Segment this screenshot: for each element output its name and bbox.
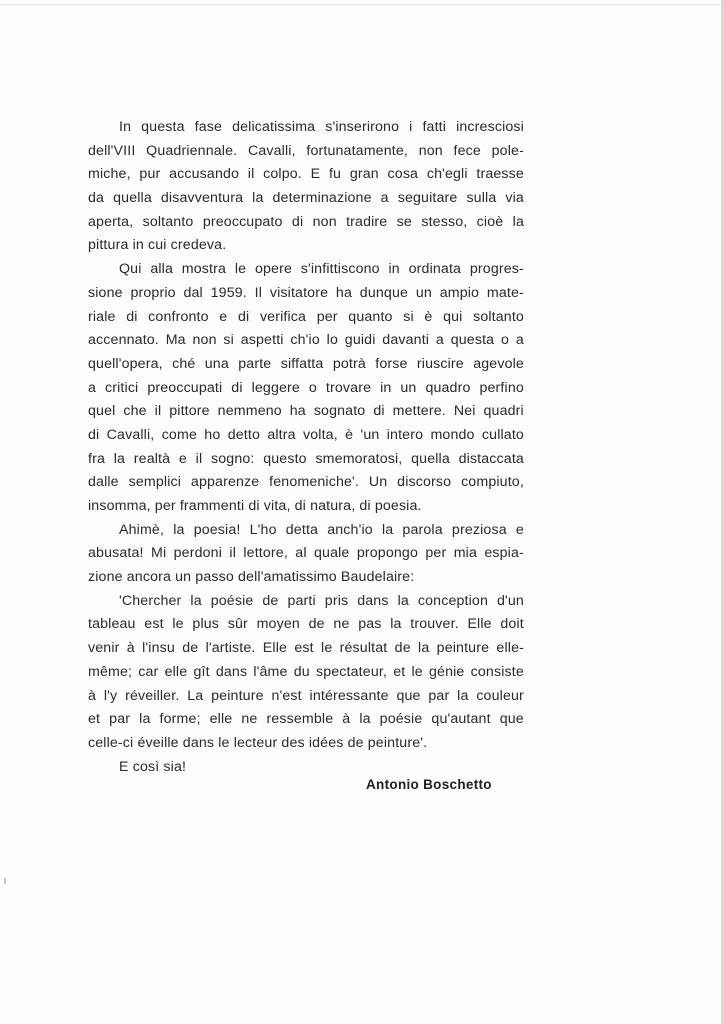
word: apparenze: [190, 474, 260, 491]
word: spectateur,: [315, 663, 388, 680]
quote-line: [88, 637, 524, 661]
word: et: [393, 663, 406, 680]
word: lo: [326, 332, 338, 349]
word: poésie: [379, 711, 423, 728]
word: plus: [192, 616, 220, 633]
word: dans: [215, 663, 248, 680]
word: a: [435, 332, 444, 349]
word: E: [310, 166, 321, 183]
word: à: [88, 687, 97, 704]
word: venir: [88, 640, 120, 657]
word: peinture: [436, 640, 490, 657]
word: discorso: [397, 474, 452, 491]
word: espia-: [484, 545, 524, 562]
word: traesse: [476, 166, 524, 183]
text-line: [88, 140, 524, 164]
word: dalle: [88, 474, 119, 491]
margin-mark: [4, 878, 6, 884]
word: cullato: [481, 426, 524, 443]
word: le: [411, 663, 423, 680]
word: consiste: [470, 663, 524, 680]
word: à: [126, 640, 135, 657]
word: ne: [333, 616, 350, 633]
word: preziosa: [451, 521, 507, 538]
word: moyen: [256, 616, 300, 633]
word: la: [512, 213, 524, 230]
word: qui: [443, 308, 463, 325]
text-line: [88, 353, 524, 377]
word: parti: [287, 592, 316, 609]
word: un: [400, 379, 417, 396]
quote-line: [88, 685, 524, 709]
word: un: [415, 284, 432, 301]
page-top-edge: [0, 0, 724, 5]
word: le: [321, 640, 333, 657]
word: la: [418, 640, 430, 657]
word: realtà: [133, 450, 171, 467]
word: davanti: [382, 332, 430, 349]
word: Quadriennale.: [146, 142, 238, 159]
word: e: [178, 450, 187, 467]
word: ressemble: [266, 711, 334, 728]
word: se: [396, 213, 412, 230]
word: poésie: [210, 592, 254, 609]
word: la: [173, 521, 185, 538]
word: perdoni: [173, 545, 223, 562]
word: par: [109, 711, 131, 728]
word: de: [394, 640, 411, 657]
word: quella: [411, 450, 450, 467]
word: l'artiste.: [205, 640, 256, 657]
word: pole-: [491, 142, 524, 159]
word: L'ho: [249, 521, 277, 538]
word: quale: [314, 545, 350, 562]
article-text: [88, 116, 524, 779]
word: e: [219, 308, 228, 325]
word: fatti: [422, 119, 447, 135]
word: forse: [375, 355, 408, 372]
author-signature: Antonio Boschetto: [366, 777, 492, 792]
word: o: [501, 332, 510, 349]
word: de: [262, 592, 279, 609]
word: colpo.: [263, 166, 302, 183]
word: altra: [267, 426, 296, 443]
word: car: [138, 663, 159, 680]
word: questa: [450, 332, 495, 349]
word: Mi: [151, 545, 167, 562]
word: dans: [357, 592, 389, 609]
word: mostra: [181, 261, 227, 278]
word: s'inserirono: [325, 119, 400, 135]
word: ch'io: [290, 332, 320, 349]
text-line: [88, 282, 524, 306]
word: questo: [263, 450, 307, 467]
word: e: [515, 521, 524, 538]
word: Cavalli,: [106, 426, 155, 443]
word: volta,: [303, 426, 338, 443]
word: quanto: [348, 308, 393, 325]
word: gît: [193, 663, 210, 680]
word: come: [161, 426, 197, 443]
quote-line: [88, 590, 524, 614]
word: par: [428, 687, 450, 704]
word: nemmeno: [217, 403, 282, 420]
word: disavventura: [160, 190, 244, 207]
word: accusando: [169, 166, 240, 183]
text-line: E così sia!: [119, 758, 187, 775]
word: incresciosi: [456, 119, 524, 135]
quote-line: [88, 613, 524, 637]
word: Elle: [262, 640, 288, 657]
text-line: [88, 519, 524, 543]
word: la: [457, 687, 469, 704]
word: sulla: [466, 190, 497, 207]
word: fortunatamente,: [306, 142, 408, 159]
word: quel: [88, 403, 116, 420]
word: n'est: [271, 687, 302, 704]
word: ha: [335, 284, 353, 301]
word: couleur: [476, 687, 524, 704]
word: compiuto,: [461, 474, 524, 491]
word: di: [373, 403, 385, 420]
word: In: [119, 119, 132, 135]
word: ne: [241, 711, 258, 728]
word: elle: [209, 711, 233, 728]
text-line: [88, 187, 524, 211]
word: preoccupato: [202, 213, 283, 230]
word: du: [293, 663, 310, 680]
word: trovare: [325, 379, 372, 396]
word: il: [229, 545, 236, 562]
word: ordinata: [408, 261, 462, 278]
word: è: [424, 308, 433, 325]
word: Qui: [119, 261, 142, 278]
text-line: pittura in cui credeva.: [88, 237, 227, 254]
word: Ma: [165, 332, 186, 349]
word: mia: [453, 545, 477, 562]
word: Cavalli,: [247, 142, 296, 159]
word: Nei: [453, 403, 476, 420]
word: soltanto: [473, 308, 524, 325]
word: est: [294, 640, 314, 657]
word: s'infittiscono: [300, 261, 380, 278]
text-line: [88, 377, 524, 401]
word: in: [388, 261, 400, 278]
word: de: [308, 616, 325, 633]
quote-line: celle-ci éveille dans le lecteur des idées de peinture'.: [88, 734, 428, 751]
word: même;: [88, 663, 133, 680]
word: verifica: [259, 308, 307, 325]
text-line: [88, 471, 524, 495]
word: quadri: [483, 403, 524, 420]
word: doit: [500, 616, 524, 633]
text-line: [88, 163, 524, 187]
word: mondo: [430, 426, 475, 443]
word: per: [425, 545, 447, 562]
quote-line: [88, 661, 524, 685]
word: la: [190, 592, 202, 609]
word: sione: [88, 284, 123, 301]
word: al: [295, 545, 307, 562]
word: ampio: [439, 284, 480, 301]
word: le: [234, 261, 247, 278]
word: di: [126, 308, 138, 325]
word: di: [291, 213, 304, 230]
word: via: [505, 190, 524, 207]
word: parte: [238, 355, 272, 372]
word: résultat: [339, 640, 388, 657]
word: mettere.: [392, 403, 446, 420]
word: propongo: [356, 545, 418, 562]
word: 1959.: [210, 284, 247, 301]
word: distaccata: [458, 450, 524, 467]
word: et: [88, 711, 101, 728]
word: alla: [150, 261, 173, 278]
word: la: [390, 616, 402, 633]
word: visitatore: [269, 284, 329, 301]
text-line: [88, 116, 524, 140]
word: l'âme: [253, 663, 288, 680]
word: intero: [386, 426, 424, 443]
word: detta: [285, 521, 319, 538]
word: di: [231, 379, 243, 396]
word: che: [123, 403, 147, 420]
word: elle-: [496, 640, 524, 657]
word: pas: [358, 616, 382, 633]
word: questa: [141, 119, 185, 135]
word: sognato: [313, 403, 366, 420]
word: 'un: [360, 426, 380, 443]
word: fra: [88, 450, 106, 467]
word: smemoratosi,: [315, 450, 403, 467]
word: fase: [194, 119, 223, 135]
word: o: [308, 379, 317, 396]
word: que: [396, 687, 421, 704]
word: stesso,: [421, 213, 468, 230]
word: abusata!: [88, 545, 144, 562]
word: riale: [88, 308, 116, 325]
word: non: [192, 332, 217, 349]
word: peinture: [211, 687, 264, 704]
word: tradire: [346, 213, 388, 230]
word: fece: [453, 142, 481, 159]
word: réveiller.: [125, 687, 180, 704]
word: l'y: [103, 687, 118, 704]
word: forme;: [159, 711, 201, 728]
word: la: [359, 711, 371, 728]
word: fenomeniche'.: [269, 474, 360, 491]
word: conception: [417, 592, 488, 609]
word: perfino: [479, 379, 524, 396]
word: Il: [254, 284, 263, 301]
word: le: [172, 616, 184, 633]
word: la: [381, 521, 394, 538]
word: seguitare: [397, 190, 458, 207]
word: critici: [105, 379, 139, 396]
word: i: [409, 119, 413, 135]
word: da: [88, 190, 105, 207]
word: qu'autant: [431, 711, 491, 728]
word: aspetti: [240, 332, 284, 349]
word: dunque: [359, 284, 409, 301]
word: non: [312, 213, 337, 230]
word: la: [139, 711, 151, 728]
word: per: [316, 308, 338, 325]
word: a: [88, 379, 97, 396]
word: cioè: [476, 213, 504, 230]
word: detto: [227, 426, 261, 443]
word: Elle: [467, 616, 492, 633]
word: la: [252, 190, 264, 207]
word: sûr: [227, 616, 248, 633]
word: fu: [328, 166, 342, 183]
word: pris: [324, 592, 349, 609]
word: una: [204, 355, 229, 372]
word: è: [345, 426, 354, 443]
word: elle: [164, 663, 188, 680]
word: proprio: [130, 284, 176, 301]
word: dell'VIII: [88, 142, 136, 159]
word: opere: [254, 261, 292, 278]
text-line: [88, 400, 524, 424]
word: il: [195, 450, 203, 467]
text-line: [88, 542, 524, 566]
word: Ahimè,: [119, 521, 165, 538]
word: di: [88, 426, 100, 443]
word: pur: [139, 166, 161, 183]
text-line: [88, 424, 524, 448]
word: si: [223, 332, 234, 349]
word: ché: [172, 355, 196, 372]
word: sogno:: [211, 450, 255, 467]
word: de: [182, 640, 199, 657]
word: progres-: [469, 261, 524, 278]
word: dal: [183, 284, 203, 301]
word: in: [380, 379, 392, 396]
word: quadro: [425, 379, 471, 396]
word: 'Chercher: [119, 592, 182, 609]
word: La: [187, 687, 204, 704]
word: que: [499, 711, 524, 728]
word: a: [515, 332, 524, 349]
word: preoccupati: [147, 379, 223, 396]
word: miche,: [88, 166, 131, 183]
word: siffatta: [280, 355, 324, 372]
word: riuscire: [416, 355, 464, 372]
word: la: [113, 450, 126, 467]
word: trouver.: [410, 616, 459, 633]
word: à: [342, 711, 351, 728]
word: poesia!: [193, 521, 241, 538]
word: soltanto: [142, 213, 194, 230]
word: ha: [289, 403, 306, 420]
word: aperta,: [88, 213, 134, 230]
word: quell'opera,: [88, 355, 163, 372]
word: a: [380, 190, 389, 207]
word: mate-: [486, 284, 524, 301]
word: l'insu: [142, 640, 175, 657]
word: il: [154, 403, 162, 420]
word: confronto: [148, 308, 209, 325]
word: tableau: [88, 616, 136, 633]
word: la: [397, 592, 409, 609]
word: si: [403, 308, 414, 325]
word: est: [144, 616, 164, 633]
word: leggere: [251, 379, 300, 396]
word: di: [237, 308, 250, 325]
text-line: zione ancora un passo dell'amatissimo Baudelaire:: [88, 569, 415, 586]
word: génie: [429, 663, 465, 680]
text-line: [88, 448, 524, 472]
word: cosa: [387, 166, 419, 183]
word: agevole: [473, 355, 524, 372]
word: guidi: [344, 332, 376, 349]
word: parola: [402, 521, 443, 538]
word: il: [247, 166, 255, 183]
word: ch'egli: [426, 166, 468, 183]
word: quella: [113, 190, 152, 207]
word: determinazione: [272, 190, 372, 207]
word: delicatissima: [232, 119, 316, 135]
text-line: [88, 329, 524, 353]
word: pittore: [169, 403, 210, 420]
word: non: [418, 142, 443, 159]
text-line: [88, 306, 524, 330]
text-line: [88, 211, 524, 235]
word: semplici: [128, 474, 182, 491]
word: accennato.: [88, 332, 159, 349]
word: gran: [349, 166, 379, 183]
text-line: [88, 258, 524, 282]
word: Un: [368, 474, 388, 491]
word: intéressante: [309, 687, 389, 704]
word: anch'io: [327, 521, 373, 538]
word: potrà: [332, 355, 366, 372]
word: ho: [204, 426, 221, 443]
text-line: insomma, per frammenti di vita, di natura, di poesia.: [88, 498, 422, 514]
quote-line: [88, 708, 524, 732]
word: d'un: [496, 592, 524, 609]
word: lettore,: [243, 545, 288, 562]
